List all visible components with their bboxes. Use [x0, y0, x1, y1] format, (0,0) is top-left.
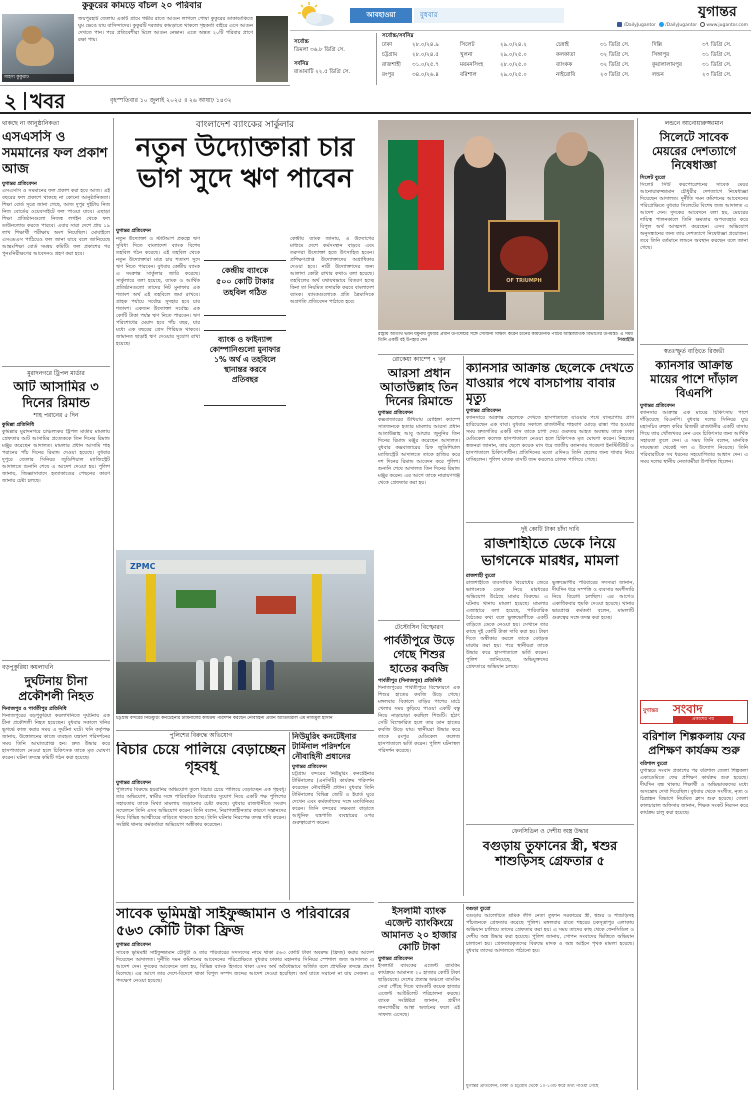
- wx-table-header: সর্বোচ্চ/সর্বনিম্ন: [382, 33, 414, 39]
- person-left-head: [464, 136, 494, 168]
- wx-value: ৩২ ডিগ্রি সে.: [600, 62, 630, 68]
- story-headline[interactable]: দুর্ঘটনায় চীনা প্রকৌশলী নিহত: [18, 674, 94, 703]
- story-kicker: মুরাদনগরে ট্রিপল মার্ডার: [27, 370, 85, 377]
- wx-value: ২৯.০/২৫.০: [500, 52, 527, 58]
- twitter-icon: [659, 22, 664, 27]
- wx-city: ঢাকা: [382, 42, 393, 48]
- story-kicker: লন্ডনে আনোয়ারুজ্জামান: [664, 120, 724, 127]
- cancer-story: [466, 360, 634, 527]
- left-column-story2: [2, 370, 110, 629]
- wx-city: ময়মনসিংহ: [460, 62, 484, 68]
- story-byline: বগুড়া ব্যুরো: [466, 906, 491, 912]
- story-headline[interactable]: ইসলামী ব্যাংক এজেন্ট ব্যাংকিংয়ে আমানত ২০ হাজার কোটি টাকা: [381, 906, 457, 953]
- top-story-header: [0, 0, 290, 12]
- people-group: [196, 654, 286, 694]
- footer-note: যুগান্তর প্রতিবেদন, ঢাকা ও চট্টগ্রাম থেকে ১০-১৩টি করে তথ্য পাওয়া গেছে: [466, 1084, 599, 1089]
- story-byline: দিনাজপুর ও পার্বতীপুর প্রতিনিধি: [2, 706, 67, 712]
- story-body: কুমিল্লার মুরাদনগরে চাঞ্চল্যকর ট্রিপল মার্ডার মামলায় গ্রেফতার আট আসামির প্রত্যেককে তিন দিনের রিমান্ড মঞ্জুর করেছেন আদালত। মামলার প্রধান আসামি শাহ পরানের পাঁচ দিনের রিমান্ড দেওয়া হয়েছে। বুধবার দুপুরে জেলার সিনিয়র জুডিশিয়াল ম্যাজিস্ট্রেট আদালতে শুনানি শেষে এ আদেশ দেওয়া হয়। পুলিশ জানায়, জিজ্ঞাসাবাদে হত্যাকাণ্ডের পেছনের কারণ জানার চেষ্টা চলছে।: [2, 429, 110, 484]
- story-byline: পার্বতীপুর (দিনাজপুর) প্রতিনিধি: [378, 678, 442, 684]
- top-story-photo: [2, 14, 74, 82]
- wx-value: ২৩ ডিগ্রি সে.: [600, 72, 630, 78]
- story-kicker: থাকছে না আনুষ্ঠানিকতা: [2, 120, 59, 127]
- story-body: যুগান্তরে সংবাদ প্রকাশের পর বরিশাল জেলা শিল্পকলা একাডেমিতে ফের প্রশিক্ষণ কার্যক্রম শুরু হয়েছে। দীর্ঘদিন বন্ধ থাকায় শিক্ষার্থী ও অভিভাবকদের মধ্যে অসন্তোষ দেখা দিয়েছিল। বুধবার থেকে সংগীত, নৃত্য ও চিত্রাঙ্কন বিভাগে নিয়মিত ক্লাস শুরু হয়েছে। জেলা কালচারাল অফিসার জানান, শিক্ষক সংকট নিরসন করে কার্যক্রম চালু করা হয়েছে।: [640, 768, 748, 816]
- weather-table: [290, 30, 751, 86]
- wx-value: ৩১.০/২৫.৭: [412, 62, 439, 68]
- lead-body-2: কেন্দ্রীয় ব্যাংক জানায়, এ উদ্যোগের মাধ্যমে দেশে কর্মসংস্থান বাড়বে এবং তরুণরা উদ্যোক্তা হতে উৎসাহিত হবেন। প্রশিক্ষণপ্রাপ্ত উদ্যোক্তাদের অগ্রাধিকার দেওয়া হবে। নারী উদ্যোক্তাদের জন্য আলাদা কোটা রাখার কথাও বলা হয়েছে। তহবিলের অর্থ যথাযথভাবে বিতরণ হচ্ছে কিনা তা নিয়মিত তদারকি করবে বাংলাদেশ ব্যাংক। ব্যাংকগুলোকে প্রতি ত্রৈমাসিকে অগ্রগতি প্রতিবেদন পাঠাতে হবে।: [290, 236, 374, 305]
- story-headline[interactable]: টার্মিনাল পরিদর্শনে নৌবাহিনী প্রধানের: [292, 742, 351, 761]
- rajshahi-body: রাজশাহীতে ব্যবসায়িক বিরোধের জেরে ভাগনেকে ডেকে নিয়ে মারধরের অভিযোগ উঠেছে মামার বিরুদ্ধে। এ ঘটনায় থানায় মামলা হয়েছে। মামলার এজাহারে বলা হয়েছে, পারিবারিক বৈঠকের কথা বলে ভুক্তভোগীকে একটি বাড়িতে ডেকে নেওয়া হয়। সেখানে তার কাছে দুই কোটি টাকা দাবি করা হয়। টাকা দিতে অস্বীকার করলে তাকে বেধড়ক মারধর করা হয়। পরে স্থানীয়রা তাকে উদ্ধার করে হাসপাতালে ভর্তি করেন। পুলিশ জানিয়েছে, অভিযুক্তদের গ্রেফতারে অভিযান চলছে।: [466, 580, 548, 670]
- wx-min-label: সর্বনিম্ন: [294, 61, 309, 67]
- wx-city: খুলনা: [460, 52, 473, 58]
- story-byline: যুগান্তর প্রতিবেদন: [116, 942, 151, 948]
- story-headline[interactable]: এসএসসি ও সমমানের ফল প্রকাশ আজ: [2, 130, 108, 177]
- wx-city: সিলেট: [460, 42, 475, 48]
- story-body: দিনাজপুরের পার্বতীপুরে বিস্ফোরণে এক শিশুর হাতের কবজি উড়ে গেছে। মঙ্গলবার বিকালে বাড়ির পাশের মাঠে খেলার সময় কুড়িয়ে পাওয়া একটি বস্তু নিয়ে নাড়াচাড়া করছিল শিশুটি। হঠাৎ সেটি বিস্ফোরিত হলে তার ডান হাতের কবজি উড়ে যায়। স্থানীয়রা উদ্ধার করে তাকে রংপুর মেডিকেল কলেজ হাসপাতালে ভর্তি করেন। পুলিশ ঘটনাস্থল পরিদর্শন করেছে।: [378, 685, 460, 754]
- wx-value: ৩৭ ডিগ্রি সে.: [702, 42, 732, 48]
- story-kicker: নিউমুরিং কনটেইনার: [292, 732, 357, 741]
- mid-story3: [378, 906, 460, 1083]
- lead-headline[interactable]: নতুন উদ্যোক্তারা চার ভাগ সুদে ঋণ পাবেন: [135, 133, 355, 194]
- rajshahi-story: [466, 526, 634, 580]
- top-story-photo-2: [256, 16, 288, 82]
- wx-city: দিল্লি: [652, 42, 662, 48]
- lead-kicker: বাংলাদেশ ব্যাংকের সার্কুলার: [195, 120, 295, 130]
- story-body: সিলেট সিটি করপোরেশনের সাবেক মেয়র আনোয়ারুজ্জামান চৌধুরীর দেশত্যাগে নিষেধাজ্ঞা দিয়েছেন আদালত। দুর্নীতি দমন কমিশনের আবেদনের পরিপ্রেক্ষিতে বুধবার সিলেটের বিশেষ জজ আদালত এ আদেশ দেন। দুদকের আবেদনে বলা হয়, মেয়রের দায়িত্ব পালনকালে তিনি ক্ষমতার অপব্যবহার করে বিপুল অর্থ আত্মসাৎ করেছেন। এসব অভিযোগ অনুসন্ধানের জন্য তার দেশত্যাগে নিষেধাজ্ঞা প্রয়োজন। তবে তিনি বর্তমানে লন্ডনে অবস্থান করছেন বলে জানা গেছে।: [640, 182, 748, 251]
- story-byline: যুগান্তর প্রতিবেদন: [466, 408, 501, 414]
- page-bar-divider: [24, 92, 26, 110]
- story-body: বগুড়ায় আলোচিত শ্রমিক লীগ নেতা তুফান সরকারের স্ত্রী, শ্বশুর ও শাশুড়িসহ পাঁচজনকে গ্রেফতার করেছে পুলিশ। মঙ্গলবার রাতে শহরের চকসূত্রাপুর এলাকায় অভিযান চালিয়ে তাদের গ্রেফতার করা হয়। এ সময় তাদের কাছ থেকে ফেনসিডিল ও দেশীয় অস্ত্র উদ্ধার করা হয়েছে। পুলিশ জানায়, গোপন সংবাদের ভিত্তিতে অভিযান চালানো হয়। গ্রেফতারকৃতদের বিরুদ্ধে মাদক ও অস্ত্র আইনে পৃথক মামলা হয়েছে। বুধবার তাদের আদালতে পাঠানো হয়।: [466, 913, 634, 954]
- facebook-icon: [617, 22, 622, 27]
- story-kicker: বড়পুকুরিয়া কয়লাখনি: [2, 664, 54, 671]
- wx-city: কুয়ালালামপুর: [652, 62, 682, 68]
- top-story-caption: সাহসী কুকুরটি: [4, 75, 29, 80]
- right-story2: [640, 348, 748, 668]
- story-kicker: ফেনসিডিল ও দেশীয় অস্ত্র উদ্ধার: [511, 828, 589, 835]
- wx-min-value: রাঙামাটি ২২.৫ ডিগ্রি সে.: [294, 69, 351, 75]
- pull-quote-2: [204, 330, 286, 406]
- story-body: ক্যানসার আক্রান্ত এক মায়ের চিকিৎসায় পাশে দাঁড়িয়েছে বিএনপি। বুধবার দলের সিনিয়র যুগ্ম মহাসচিব রুহুল কবির রিজভী রাজধানীর একটি বাসায় গিয়ে তার খোঁজখবর নেন এবং চিকিৎসার জন্য আর্থিক সহায়তা তুলে দেন। এ সময় তিনি বলেন, মানবিক দায়বদ্ধতা থেকেই দল এ উদ্যোগ নিয়েছে। তিনি পরিবারটিকে সব ধরনের সহযোগিতার আশ্বাস দেন। এ সময় দলের স্থানীয় নেতাকর্মীরা উপস্থিত ছিলেন।: [640, 410, 748, 465]
- right-story1: [640, 120, 748, 342]
- lead-body-wrap: [116, 228, 374, 235]
- top-story-body: জয়পুরহাট জেলায় একটি গ্রামে গভীর রাতে আগুন লাগলে পোষা কুকুরের ডাকাডাকিতে ঘুম ভেঙে যায় বাসিন্দাদের। কুকুরটি দরজায় কামড়াতে থাকলে গৃহকর্তা বাইরে এসে আগুন দেখতে পান। পরে প্রতিবেশীরা মিলে আগুন নেভান। এতে অন্তত ২০টি পরিবার প্রাণে রক্ষা পায়।: [78, 16, 253, 43]
- crane-beam: [126, 560, 366, 574]
- wx-value: ২৮.০/২৪.৯: [412, 42, 439, 48]
- story-kicker: পুলিশের বিরুদ্ধে অভিযোগ: [169, 732, 233, 739]
- wx-city: লন্ডন: [652, 72, 664, 78]
- website-link[interactable]: www.jugantor.com: [706, 23, 748, 28]
- pull-quote-line: ব্যাংক ও ফাইন্যান্স: [217, 335, 273, 344]
- story-body: দিনাজপুরের বড়পুকুরিয়া কয়লাখনিতে দুর্ঘটনায় এক চীনা প্রকৌশলী নিহত হয়েছেন। বুধবার সকালে খনির ভূগর্ভে কাজ করার সময় এ দুর্ঘটনা ঘটে। খনি কর্তৃপক্ষ জানায়, উত্তোলনের কাজে ব্যবহৃত যন্ত্রাংশ পরিদর্শনের সময় তিনি আঘাতপ্রাপ্ত হন। দ্রুত উদ্ধার করে হাসপাতালে নেওয়া হলে চিকিৎসক তাকে মৃত ঘোষণা করেন। ঘটনা তদন্তে কমিটি গঠন করা হয়েছে।: [2, 713, 110, 761]
- weather-label: আবহাওয়া: [350, 8, 412, 23]
- wx-city: রংপুর: [382, 72, 395, 78]
- story-headline[interactable]: বরিশাল শিল্পকলায় ফের প্রশিক্ষণ কার্যক্রম শুরু: [642, 730, 746, 757]
- wx-city: সিঙ্গাপুর: [652, 52, 670, 58]
- story-headline[interactable]: আট আসামির ৩ দিনের রিমান্ড: [13, 380, 99, 411]
- right-story3: [640, 730, 748, 1068]
- wx-city: ব্যাংকক: [556, 62, 573, 68]
- wx-city: রাজশাহী: [382, 62, 401, 68]
- section-name: খবর: [30, 90, 66, 112]
- meeting-photo: [378, 120, 634, 330]
- meeting-caption-credit: পিআইডি: [617, 338, 634, 343]
- pull-quote-line: তহবিল গঠিত: [223, 288, 267, 297]
- book-title: OF TRIUMPH: [506, 278, 542, 284]
- wx-value: ৩২ ডিগ্রি সে.: [600, 52, 630, 58]
- wx-value: ২৯.০/২৫.০: [500, 72, 527, 78]
- mid-story2: [378, 624, 460, 857]
- dog-head-shape: [22, 26, 42, 44]
- logo-text: যুগান্তর: [698, 4, 737, 18]
- globe-icon: [700, 22, 705, 27]
- wx-value: ৩১ ডিগ্রি সে.: [702, 62, 732, 68]
- story-kicker: রোকেয়া ক্যাম্পে ৭ খুন: [392, 356, 446, 363]
- person-right-head: [556, 132, 588, 166]
- pull-quote-line: কেন্দ্রীয় ব্যাংকে: [221, 266, 269, 275]
- date-line: বৃহস্পতিবার ১০ জুলাই ২০২৫ ॥ ২৬ আষাঢ় ১৪৩২: [110, 97, 232, 104]
- wx-value: ৩৪.০/২৬.৪: [412, 72, 439, 78]
- lead-byline: যুগান্তর প্রতিবেদন: [116, 228, 151, 234]
- story-byline: যুগান্তর প্রতিবেদন: [292, 764, 327, 770]
- police-story: [116, 732, 286, 935]
- meeting-caption-text: রাষ্ট্রীয় অতিথি ভবন যমুনায় বুধবার প্রধান উপদেষ্টার সঙ্গে সৌজন্য সাক্ষাৎ করেন চীনের কমিউনিস্ট পার্টির আন্তর্জাতিক বিভাগের উপমন্ত্রী। এ সময় তিনি একটি বই উপহার দেন: [378, 332, 633, 343]
- left-column: [2, 120, 110, 366]
- story-body: চট্টগ্রাম বন্দরের নিউমুরিং কনটেইনার টার্মিনালের (এনসিটি) কার্যক্রম পরিদর্শন করেছেন নৌবাহিনী প্রধান। বুধবার তিনি টার্মিনালের বিভিন্ন জেটি ও ইয়ার্ড ঘুরে দেখেন এবং কর্মকর্তাদের সঙ্গে মতবিনিময় করেন। তিনি বন্দরের সক্ষমতা বাড়াতে আধুনিক যন্ত্রপাতি ব্যবহারের ওপর গুরুত্বারোপ করেন।: [292, 771, 374, 826]
- wx-city: বরিশাল: [460, 72, 477, 78]
- land-story: [116, 906, 374, 949]
- pull-quote-line: প্রতিবছর: [231, 375, 259, 384]
- wx-value: ২৩ ডিগ্রি সে.: [702, 72, 732, 78]
- pull-quote-line: কোম্পানিগুলো মুনাফার: [209, 345, 281, 354]
- story-headline[interactable]: আরসা প্রধান আতাউল্লাহ তিন দিনের রিমান্ডে: [380, 366, 458, 408]
- lead-body: নতুন উদ্যোক্তা ও স্টার্টআপ প্রকল্পে ঋণ সুবিধা দিতে বাংলাদেশ ব্যাংক বিশেষ তহবিল গঠন করেছে। এই তহবিল থেকে নতুন উদ্যোক্তারা মাত্র চার শতাংশ সুদে ঋণ নিতে পারবেন। বুধবার কেন্দ্রীয় ব্যাংক এ সংক্রান্ত সার্কুলার জারি করেছে। সার্কুলারে বলা হয়েছে, ব্যাংক ও আর্থিক প্রতিষ্ঠানগুলো তাদের নিট মুনাফার এক শতাংশ অর্থ এই তহবিলে জমা রাখবে। গ্রাহক পর্যায়ে সর্বোচ্চ সুদহার হবে চার শতাংশ। একজন উদ্যোক্তা সর্বোচ্চ এক কোটি টাকা পর্যন্ত ঋণ নিতে পারবেন। ঋণ পরিশোধের মেয়াদ হবে পাঁচ বছর, যার মধ্যে এক বছরের গ্রেস পিরিয়ড থাকবে। জামানত ছাড়াই ঋণ দেওয়ার সুযোগ রাখা হয়েছে।: [116, 236, 200, 347]
- flag-red: [418, 140, 444, 270]
- pull-quote-line: ৫০০ কোটি টাকার: [216, 277, 274, 286]
- jugantor-sangbad-badge: [640, 700, 748, 724]
- wx-max-value: ডিমলা ৩৬.৮ ডিগ্রি সে.: [294, 47, 346, 53]
- wx-value: ২৮.০/২৪.৫: [412, 52, 439, 58]
- page-bar: [0, 88, 751, 114]
- port-photo-caption: চট্টগ্রাম বন্দরের নিউমুরিং কনটেইনার টার্মিনালের কার্যক্রম পরিদর্শন করছেন নৌবাহিনী প্রধান অ্যাডমিরাল এম নাজমুল হাসান: [116, 716, 333, 721]
- pull-quote-line: স্থানান্তর করবে: [223, 365, 267, 374]
- wx-city: চেন্নাই: [556, 42, 569, 48]
- story-headline[interactable]: পার্বতীপুরে উড়ে গেছে শিশুর হাতের কবজি: [383, 634, 455, 675]
- port-story: [292, 732, 374, 907]
- story-body: পুলিশের বিরুদ্ধে হয়রানির অভিযোগ তুলে বিচার চেয়ে পালিয়ে বেড়াচ্ছেন এক গৃহবধূ। তার অভিযোগ, স্বামীর সঙ্গে পারিবারিক বিরোধের সুযোগ নিয়ে একটি পক্ষ পুলিশের সহায়তায় তাকে মিথ্যা মামলায় জড়ানোর চেষ্টা করছে। বুধবার রাজধানীতে সংবাদ সম্মেলনে তিনি এসব অভিযোগ করেন। তিনি বলেন, নিরাপত্তাহীনতার কারণে সন্তানদের নিয়ে বিভিন্ন আত্মীয়ের বাড়িতে থাকতে হচ্ছে। তিনি ঘটনার নিরপেক্ষ তদন্ত দাবি করেন। সংশ্লিষ্ট থানার কর্মকর্তারা অভিযোগ অস্বীকার করেছেন।: [116, 787, 286, 828]
- story-byline: যুগান্তর প্রতিবেদন: [116, 780, 151, 786]
- top-story-caption-bar: [2, 74, 74, 82]
- social-link-1[interactable]: /DailyJugantor: [623, 23, 656, 28]
- top-story-headline[interactable]: কুকুরের কামড়ে বাঁচল ২০ পরিবার: [82, 1, 202, 11]
- story-kicker: টেস্টোসিন বিস্ফোরণ: [394, 624, 444, 631]
- wx-city: নাইরোবি: [556, 72, 576, 78]
- wx-max-label: সর্বোচ্চ: [294, 39, 309, 45]
- lead-story: [116, 120, 374, 195]
- rajshahi-body-2: ভুক্তভোগীর পরিবারের সদস্যরা জানান, দীর্ঘদিন ধরে সম্পত্তি ও ব্যবসার অংশীদারি নিয়ে বিরোধ চলছিল। এর আগেও একাধিকবার হুমকি দেওয়া হয়েছে। থানার ভারপ্রাপ্ত কর্মকর্তা বলেন, মামলাটি গুরুত্বের সঙ্গে তদন্ত করা হচ্ছে।: [552, 580, 634, 621]
- bogura-body-wrap: [466, 906, 634, 1081]
- story-headline[interactable]: সাবেক ভূমিমন্ত্রী সাইফুজ্জামান ও পরিবারের ৫৬৩ কোটি টাকা ফ্রিজ: [116, 906, 350, 939]
- story-byline: যুগান্তর প্রতিবেদন: [2, 181, 37, 187]
- social-links: [562, 22, 748, 28]
- story-headline[interactable]: বিচার চেয়ে পালিয়ে বেড়াচ্ছেন গৃহবধূ: [116, 742, 286, 775]
- story-headline[interactable]: ক্যানসার আক্রান্ত ছেলেকে দেখতে যাওয়ার পথে বাসচাপায় বাবার মৃত্যু: [466, 360, 634, 405]
- page-number: ২: [4, 90, 18, 112]
- container-shape: [176, 590, 216, 608]
- left-column-story3: [2, 664, 110, 1078]
- sun-cloud-icon: [294, 2, 338, 28]
- story-byline: সিলেট ব্যুরো: [640, 175, 666, 181]
- story-body: এসএসসি ও সমমানের ফল প্রকাশ করা হবে আজ। এই বছরের ফল প্রকাশে থাকছে না কোনো আনুষ্ঠানিকতা। শিক্ষা বোর্ড সূত্রে জানা গেছে, আজ দুপুর দুইটায় নিজ নিজ বোর্ডের ওয়েবসাইটে ফল পাওয়া যাবে। এছাড়া শিক্ষা প্রতিষ্ঠানগুলো নিজস্ব লগইন থেকে ফল ডাউনলোড করতে পারবে। এবার সারা দেশে প্রায় ১৯ লাখ শিক্ষার্থী পরীক্ষায় অংশ নিয়েছিল। মোবাইলে এসএমএস পাঠিয়েও ফল জানা যাবে বলে জানিয়েছে আন্তঃশিক্ষা বোর্ড সমন্বয় কমিটি। ফল প্রকাশের পর পুনঃনিরীক্ষণের আবেদনও গ্রহণ করা হবে।: [2, 188, 110, 257]
- meeting-photo-caption: [378, 332, 634, 352]
- container-shape: [256, 596, 296, 614]
- land-body: সাবেক ভূমিমন্ত্রী সাইফুজ্জামান চৌধুরী ও তার পরিবারের সদস্যদের নামে থাকা ৫৬৩ কোটি টাকা অবরুদ্ধ (ফ্রিজ) করার আদেশ দিয়েছেন আদালত। দুর্নীতি দমন কমিশনের আবেদনের পরিপ্রেক্ষিতে বুধবার ঢাকার মহানগর সিনিয়র স্পেশাল জজ আদালত এ আদেশ দেন। দুদকের আবেদনে বলা হয়, বিভিন্ন ব্যাংক হিসাবে থাকা এসব অর্থ অবৈধভাবে অর্জিত বলে প্রাথমিক তদন্তে প্রমাণ মিলেছে। এর আগে তার দেশে-বিদেশে থাকা বিপুল সম্পদ জব্দের আদেশ দেওয়া হয়েছিল। অর্থ যাতে সরানো না যায় সেজন্য এ পদক্ষেপ নেওয়া হয়েছে।: [116, 950, 374, 984]
- port-photo: [116, 550, 374, 714]
- wx-city: কলকাতা: [556, 52, 576, 58]
- story-headline[interactable]: সিলেটে সাবেক মেয়রের দেশত্যাগে নিষেধাজ্ঞা: [651, 130, 737, 172]
- story-body: ক্যানসারে আক্রান্ত ছেলেকে দেখতে হাসপাতালে যাওয়ার পথে বাসচাপায় প্রাণ হারিয়েছেন এক বাবা। বুধবার সকালে রাজধানীর শাহবাগ মোড়ে রাস্তা পার হওয়ার সময় দ্রুতগতির একটি বাস তাকে চাপা দেয়। গুরুতর আহত অবস্থায় তাকে ঢাকা মেডিকেল কলেজ হাসপাতালে নেওয়া হলে চিকিৎসক মৃত ঘোষণা করেন। নিহতের স্বজনরা জানান, তার ছেলে কয়েক মাস ধরে জাতীয় ক্যানসার গবেষণা ইনস্টিটিউট ও হাসপাতালে চিকিৎসাধীন। প্রতিদিনের মতো এদিনও তিনি ছেলের জন্য খাবার নিয়ে যাচ্ছিলেন। পুলিশ ঘাতক বাসটি জব্দ করলেও চালক পালিয়ে গেছে।: [466, 415, 634, 463]
- story-byline: কুমিল্লা প্রতিনিধি: [2, 422, 35, 428]
- bogura-story: [466, 828, 634, 868]
- wx-value: ৩১ ডিগ্রি সে.: [600, 42, 630, 48]
- masthead-logo[interactable]: [590, 2, 748, 18]
- story-subhead: শাহ পরানের ৫ দিন: [33, 412, 79, 419]
- crane-label: ZPMC: [130, 562, 156, 571]
- badge-prefix: যুগান্তর: [643, 708, 659, 714]
- wx-value: ২৯.০/২৪.২: [500, 42, 527, 48]
- story-byline: বরিশাল ব্যুরো: [640, 761, 668, 767]
- pull-quote-1: [204, 260, 286, 316]
- story-headline[interactable]: রাজশাহীতে ডেকে নিয়ে ভাগনেকে মারধর, মামলা: [481, 536, 619, 569]
- wx-value: ৩১ ডিগ্রি সে.: [702, 52, 732, 58]
- story-headline[interactable]: ক্যানসার আক্রান্ত মায়ের পাশে দাঁড়াল বিএনপি: [650, 358, 738, 400]
- story-body: ইসলামী ব্যাংকের এজেন্ট ব্যাংকিং কার্যক্রমে আমানত ২০ হাজার কোটি টাকা ছাড়িয়েছে। দেশের প্রত্যন্ত অঞ্চলে ব্যাংকিং সেবা পৌঁছে দিতে ব্যাংকটি কয়েক হাজার এজেন্ট আউটলেট পরিচালনা করছে। ব্যাংক সংশ্লিষ্টরা জানান, গ্রামীণ জনগোষ্ঠীর আস্থা অর্জনের ফলে এই সাফল্য এসেছে।: [378, 963, 460, 1018]
- story-byline: যুগান্তর প্রতিবেদন: [378, 410, 413, 416]
- story-headline[interactable]: বগুড়ায় তুফানের স্ত্রী, শ্বশুর শাশুড়িসহ গ্রেফতার ৫: [482, 838, 618, 868]
- social-link-2[interactable]: /DailyJugantor: [665, 23, 698, 28]
- story-byline: যুগান্তর প্রতিবেদন: [640, 403, 675, 409]
- story-body: কক্সবাজারের উখিয়ায় রোহিঙ্গা ক্যাম্পে সাতজনকে হত্যার মামলায় আরসা প্রধান আতাউল্লাহ আবু আম্মার জুনুনির তিন দিনের রিমান্ড মঞ্জুর করেছেন আদালত। বুধবার কক্সবাজারের চিফ জুডিশিয়াল ম্যাজিস্ট্রেট আদালতে তাকে হাজির করে দশ দিনের রিমান্ড আবেদন করে পুলিশ। শুনানি শেষে আদালত তিন দিনের রিমান্ড মঞ্জুর করেন। এর আগে তাকে নারায়ণগঞ্জ থেকে গ্রেফতার করা হয়।: [378, 417, 460, 486]
- story-kicker: স্বতঃস্ফূর্ত বাড়িতে রিজভী: [663, 348, 725, 355]
- weather-day: বুধবার: [414, 8, 564, 23]
- story-kicker: দুই কোটি টাকা চাঁদা দাবি: [520, 526, 580, 533]
- badge-tag: প্রকাশের পর: [673, 716, 733, 723]
- wx-city: চট্টগ্রাম: [382, 52, 398, 58]
- pull-quote-line: ১% অর্থ এ তহবিলে: [214, 355, 276, 364]
- flag-red-circle: [398, 180, 418, 200]
- wx-value: ২৮.০/২৫.০: [500, 62, 527, 68]
- badge-brand: সংবাদ: [673, 702, 703, 716]
- story-byline: রাজশাহী ব্যুরো: [466, 573, 496, 579]
- top-story-box: [0, 0, 290, 86]
- book-cover: [488, 220, 560, 292]
- story-byline: যুগান্তর প্রতিবেদন: [378, 956, 413, 962]
- weather-bar: [290, 0, 751, 28]
